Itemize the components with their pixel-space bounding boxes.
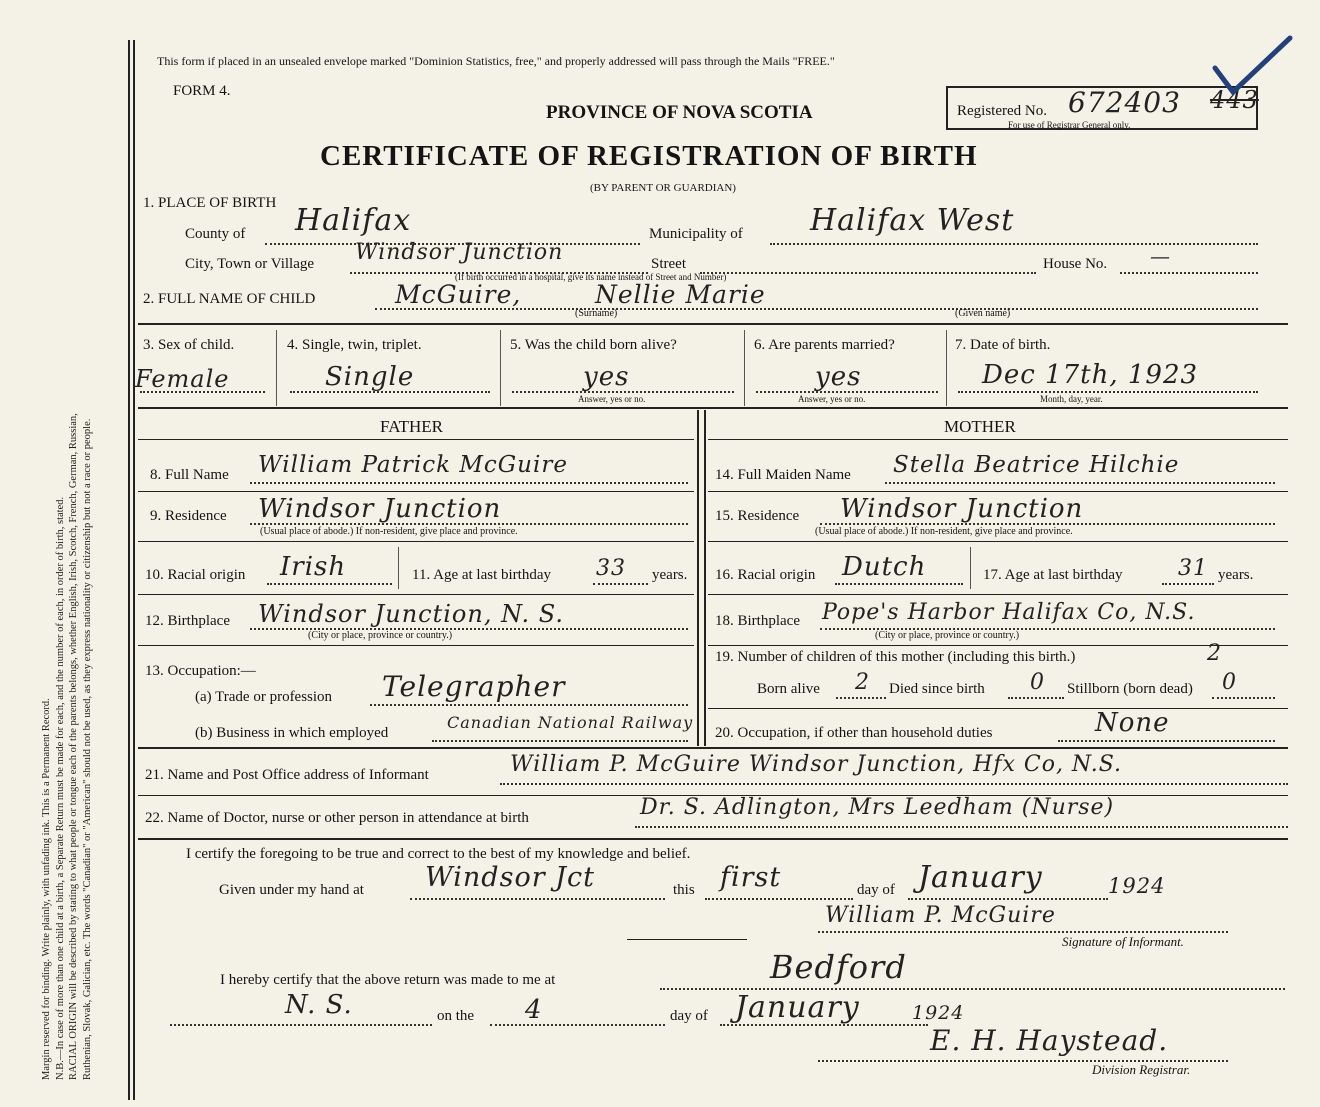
certify-month: January bbox=[918, 860, 1043, 895]
mother-residence-note: (Usual place of abode.) If non-resident, give place and province. bbox=[815, 526, 1073, 537]
died-since-birth-value: 0 bbox=[1030, 670, 1045, 695]
alive-value: yes bbox=[583, 362, 630, 392]
children-count-label: 19. Number of children of this mother (including this birth.) bbox=[715, 649, 1076, 665]
stillborn-label: Stillborn (born dead) bbox=[1067, 681, 1193, 697]
certify-day-of-label: day of bbox=[857, 882, 895, 898]
dob-value: Dec 17th, 1923 bbox=[982, 360, 1199, 390]
registrar-signature-caption: Division Registrar. bbox=[1092, 1062, 1191, 1077]
business-value: Canadian National Railway bbox=[447, 713, 694, 732]
registrar-month: January bbox=[735, 990, 860, 1025]
business-label: (b) Business in which employed bbox=[195, 725, 389, 741]
mother-birthplace-note: (City or place, province or country.) bbox=[875, 630, 1020, 641]
registrar-on-the-label: on the bbox=[437, 1008, 475, 1024]
mother-age: 31 bbox=[1178, 556, 1208, 581]
registrar-note: For use of Registrar General only. bbox=[1008, 120, 1131, 130]
informant-value: William P. McGuire Windsor Junction, Hfx Co, N.S. bbox=[510, 752, 1123, 777]
given-under-label: Given under my hand at bbox=[219, 882, 364, 898]
mother-birthplace-label: 18. Birthplace bbox=[715, 613, 800, 629]
stillborn-value: 0 bbox=[1222, 670, 1237, 695]
child-given-name: Nellie Marie bbox=[595, 280, 766, 309]
municipality-label: Municipality of bbox=[649, 226, 743, 242]
margin-notes bbox=[40, 40, 140, 1080]
province-heading: PROVINCE OF NOVA SCOTIA bbox=[546, 102, 813, 123]
father-occupation-label: 13. Occupation:— bbox=[145, 663, 256, 679]
mother-age-years: years. bbox=[1218, 567, 1254, 583]
father-name: William Patrick McGuire bbox=[258, 452, 568, 478]
doctor-value: Dr. S. Adlington, Mrs Leedham (Nurse) bbox=[640, 795, 1115, 820]
page-subtitle: (BY PARENT OR GUARDIAN) bbox=[590, 182, 736, 194]
house-label: House No. bbox=[1043, 256, 1108, 272]
mother-racial: Dutch bbox=[842, 552, 927, 582]
registrar-day: 4 bbox=[525, 995, 543, 1025]
mother-racial-label: 16. Racial origin bbox=[715, 567, 816, 583]
registered-label: Registered No. bbox=[957, 103, 1047, 119]
margin-note-4: Ruthenian, Slovak, Galician, etc. The words "Canadian" or "American" should not be used, as they express nationality or citizenship but not a race or people. bbox=[81, 418, 93, 1080]
surname-caption: (Surname) bbox=[575, 308, 618, 319]
certify-place: Windsor Jct bbox=[425, 862, 595, 893]
trade-label: (a) Trade or profession bbox=[195, 689, 333, 705]
mother-occupation-label: 20. Occupation, if other than household duties bbox=[715, 725, 993, 741]
street-note: (If birth occurred in a hospital, give its name instead of Street and Number) bbox=[455, 272, 727, 282]
father-name-label: 8. Full Name bbox=[150, 467, 229, 483]
margin-rule-inner bbox=[133, 40, 135, 1100]
father-residence: Windsor Junction bbox=[258, 494, 502, 524]
father-birthplace-note: (City or place, province or country.) bbox=[308, 630, 453, 641]
registrar-day-of-label: day of bbox=[670, 1008, 708, 1024]
alive-answer-note: Answer, yes or no. bbox=[578, 394, 646, 404]
place-of-birth-label: 1. PLACE OF BIRTH bbox=[143, 195, 277, 211]
certify-statement: I certify the foregoing to be true and correct to the best of my knowledge and belief. bbox=[186, 846, 691, 862]
father-residence-note: (Usual place of abode.) If non-resident, give place and province. bbox=[260, 526, 518, 537]
mother-name-label: 14. Full Maiden Name bbox=[715, 467, 851, 483]
child-name-label: 2. FULL NAME OF CHILD bbox=[143, 291, 316, 307]
certify-year: 1924 bbox=[1108, 874, 1166, 898]
registrar-place-province: N. S. bbox=[285, 990, 353, 1020]
given-name-caption: (Given name) bbox=[955, 308, 1011, 319]
married-value: yes bbox=[815, 362, 862, 392]
city-label: City, Town or Village bbox=[185, 256, 315, 272]
certify-day: first bbox=[720, 862, 782, 893]
sex-label: 3. Sex of child. bbox=[143, 337, 235, 353]
married-label: 6. Are parents married? bbox=[754, 337, 895, 353]
father-age: 33 bbox=[596, 556, 626, 581]
died-since-birth-label: Died since birth bbox=[889, 681, 985, 697]
mother-residence: Windsor Junction bbox=[840, 494, 1084, 524]
informant-signature: William P. McGuire bbox=[825, 903, 1056, 928]
mother-name: Stella Beatrice Hilchie bbox=[893, 452, 1180, 478]
plurality-value: Single bbox=[325, 362, 415, 392]
margin-rule bbox=[128, 40, 130, 1100]
married-answer-note: Answer, yes or no. bbox=[798, 394, 866, 404]
dob-note: Month, day, year. bbox=[1040, 394, 1103, 404]
margin-note-3: RACIAL ORIGIN will be described by stating to what people or tongue each of the parents belongs, whether English, Irish, Scotch, French, German, Russian, bbox=[68, 413, 80, 1080]
father-birthplace: Windsor Junction, N. S. bbox=[258, 600, 565, 628]
form-number: FORM 4. bbox=[173, 83, 231, 99]
mother-occupation: None bbox=[1095, 708, 1170, 738]
father-residence-label: 9. Residence bbox=[150, 508, 227, 524]
doctor-label: 22. Name of Doctor, nurse or other person in attendance at birth bbox=[145, 810, 529, 826]
sex-value: Female bbox=[135, 365, 230, 393]
informant-signature-caption: Signature of Informant. bbox=[1062, 934, 1184, 949]
municipality-value: Halifax West bbox=[810, 203, 1015, 238]
plurality-label: 4. Single, twin, triplet. bbox=[287, 337, 422, 353]
mother-heading: MOTHER bbox=[944, 417, 1016, 436]
mother-birthplace: Pope's Harbor Halifax Co, N.S. bbox=[822, 600, 1196, 625]
registrar-statement: I hereby certify that the above return was made to me at bbox=[220, 972, 556, 988]
born-alive-label: Born alive bbox=[757, 681, 820, 697]
father-racial: Irish bbox=[280, 552, 347, 582]
dob-label: 7. Date of birth. bbox=[955, 337, 1051, 353]
certify-this-label: this bbox=[673, 882, 695, 898]
informant-label: 21. Name and Post Office address of Informant bbox=[145, 767, 429, 783]
born-alive-value: 2 bbox=[855, 670, 870, 695]
mail-notice: This form if placed in an unsealed envelope marked "Dominion Statistics, free," and properly addressed will pass through the Mails "FREE." bbox=[157, 54, 835, 68]
margin-note-2: N.B.—In case of more than one child at a birth, a Separate Return must be made for each, and the number of each, in order of birth, stated. bbox=[54, 496, 66, 1080]
children-count: 2 bbox=[1207, 641, 1222, 666]
alive-label: 5. Was the child born alive? bbox=[510, 337, 677, 353]
father-age-label: 11. Age at last birthday bbox=[412, 567, 551, 583]
father-birthplace-label: 12. Birthplace bbox=[145, 613, 230, 629]
father-heading: FATHER bbox=[380, 417, 443, 436]
county-label: County of bbox=[185, 226, 246, 242]
registrar-place: Bedford bbox=[770, 948, 907, 986]
mother-age-label: 17. Age at last birthday bbox=[983, 567, 1123, 583]
check-mark-icon bbox=[1205, 30, 1295, 100]
city-value: Windsor Junction bbox=[355, 240, 564, 265]
mother-residence-label: 15. Residence bbox=[715, 508, 800, 524]
registrar-signature: E. H. Haystead. bbox=[930, 1024, 1169, 1057]
registered-struck: 443 bbox=[1210, 86, 1259, 114]
father-racial-label: 10. Racial origin bbox=[145, 567, 246, 583]
trade-value: Telegrapher bbox=[382, 670, 566, 703]
street-label: Street bbox=[651, 256, 686, 272]
father-age-years: years. bbox=[652, 567, 688, 583]
page-title: CERTIFICATE OF REGISTRATION OF BIRTH bbox=[320, 140, 978, 172]
registrar-year: 1924 bbox=[912, 1002, 965, 1024]
margin-note-1: Margin reserved for binding. Write plainly, with unfading ink. This is a Permanent Record. bbox=[41, 698, 52, 1080]
house-value: — bbox=[1150, 244, 1171, 268]
child-surname: McGuire, bbox=[395, 280, 522, 309]
registered-number: 672403 bbox=[1068, 86, 1181, 119]
county-value: Halifax bbox=[295, 203, 412, 238]
